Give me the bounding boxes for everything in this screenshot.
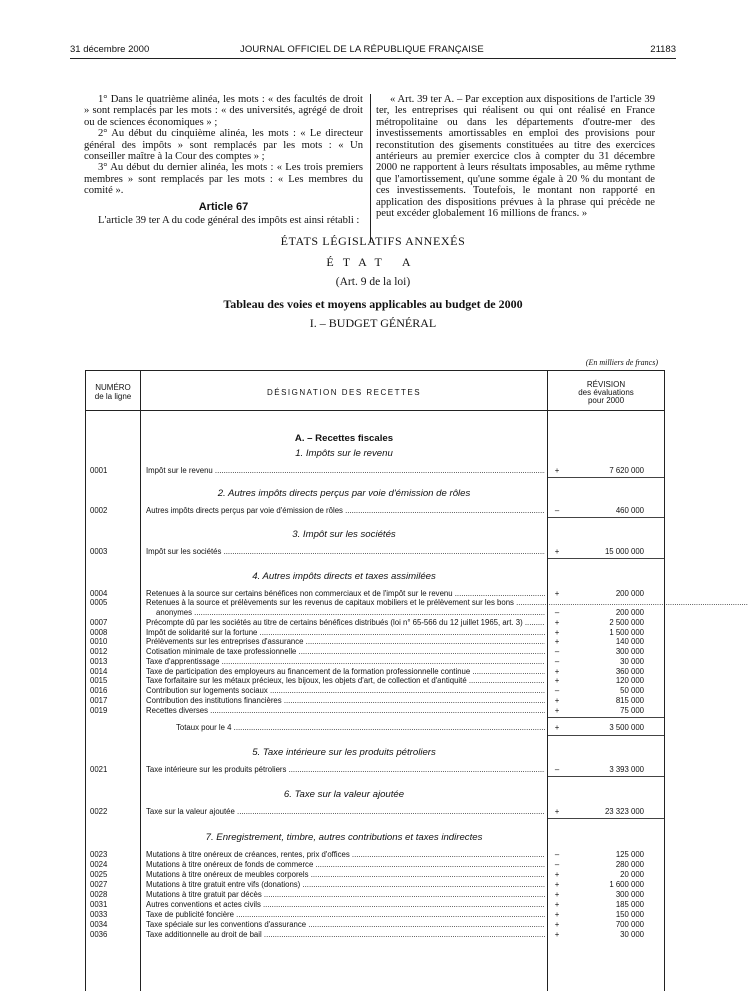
table-row: [86, 547, 664, 556]
row-value: 75 000: [620, 706, 644, 715]
row-label: Impôt sur le revenu .....: [146, 466, 545, 475]
paragraph: 2° Au début du cinquième alinéa, les mots : « Le directeur général des impôts » sont remplacés par les mots : « Un conseiller maître à la Cour des comptes » ;: [84, 128, 363, 163]
header-text: RÉVISION: [586, 380, 626, 389]
header-designation: DÉSIGNATION DES RECETTES: [266, 388, 422, 397]
header-text: pour 2000: [587, 396, 625, 405]
row-sign: –: [554, 860, 560, 869]
line-number: 0034: [90, 920, 108, 929]
row-value: 200 000: [615, 608, 644, 617]
line-number: 0001: [90, 466, 108, 475]
row-value: 30 000: [620, 657, 644, 666]
row-rule: [548, 517, 664, 518]
row-sign: +: [554, 637, 560, 646]
table-row: [86, 860, 664, 869]
row-rule: [548, 558, 664, 559]
table-row: [86, 706, 664, 715]
table-row: [86, 466, 664, 475]
state-a-title: ÉTAT A: [326, 255, 420, 269]
row-sign: –: [554, 765, 560, 774]
row-label: Totaux pour le 4 .....: [176, 723, 545, 732]
line-number: 0017: [90, 696, 108, 705]
table-row: [86, 890, 664, 899]
line-number: 0025: [90, 870, 108, 879]
row-label: Taxe spéciale sur les conventions d'assurance .....: [146, 920, 545, 929]
budget-table: [85, 370, 665, 991]
table-row: [86, 589, 664, 598]
table-row: [86, 880, 664, 889]
row-sign: +: [554, 890, 560, 899]
row-label: Mutations à titre gratuit entre vifs (donations) .....: [146, 880, 545, 889]
table-row: [86, 676, 664, 685]
header-page-number: 21183: [650, 44, 676, 55]
row-value: 30 000: [620, 930, 644, 939]
row-label: Taxe intérieure sur les produits pétroliers .....: [146, 765, 545, 774]
section-heading: A. – Recettes fiscales: [294, 433, 394, 444]
row-value: 200 000: [615, 589, 644, 598]
row-label: Mutations à titre onéreux de fonds de commerce .....: [146, 860, 545, 869]
row-label: Taxe d'apprentissage .....: [146, 657, 545, 666]
line-number: 0002: [90, 506, 108, 515]
header-text: des évaluations: [578, 388, 634, 397]
row-sign: +: [554, 696, 560, 705]
line-number: 0004: [90, 589, 108, 598]
row-sign: –: [554, 506, 560, 515]
row-sign: –: [554, 686, 560, 695]
row-label: Prélèvements sur les entreprises d'assurance .....: [146, 637, 545, 646]
row-label: Taxe sur la valeur ajoutée .....: [146, 807, 545, 816]
table-row: [86, 807, 664, 816]
header-date: 31 décembre 2000: [70, 44, 150, 55]
row-sign: –: [554, 657, 560, 666]
table-row: [86, 628, 664, 637]
table-title: Tableau des voies et moyens applicables au budget de 2000: [223, 297, 523, 311]
section-heading: 1. Impôts sur le revenu: [295, 448, 393, 459]
unit-note: (En milliers de francs): [585, 358, 658, 367]
line-number: 0033: [90, 910, 108, 919]
row-sign: +: [554, 466, 560, 475]
paragraph: 1° Dans le quatrième alinéa, les mots : « des facultés de droit » sont remplacés par les mots : « des universités, agrégé de droit ou de sciences économiques » ;: [84, 94, 363, 128]
table-row: [86, 657, 664, 666]
row-value: 1 500 000: [609, 628, 644, 637]
row-rule: [548, 776, 664, 777]
row-sign: +: [554, 920, 560, 929]
line-number: 0014: [90, 667, 108, 676]
row-label: Taxe de participation des employeurs au financement de la formation professionnelle continue .....: [146, 667, 545, 676]
row-sign: –: [554, 850, 560, 859]
row-label: Retenues à la source et prélèvements sur les revenus de capitaux mobiliers et le prélèvement sur les bons .....: [146, 598, 545, 607]
article-title: Article 67: [198, 200, 249, 213]
table-row: [86, 686, 664, 695]
section-heading: 5. Taxe intérieure sur les produits pétroliers: [252, 747, 436, 758]
table-row: [86, 637, 664, 646]
row-value: 815 000: [615, 696, 644, 705]
row-sign: +: [554, 706, 560, 715]
row-sign: +: [554, 900, 560, 909]
row-value: 3 500 000: [609, 723, 644, 732]
table-header: [86, 371, 664, 411]
line-number: 0008: [90, 628, 108, 637]
row-value: 3 393 000: [609, 765, 644, 774]
row-value: 280 000: [615, 860, 644, 869]
row-sign: +: [554, 870, 560, 879]
paragraph: L'article 39 ter A du code général des impôts est ainsi rétabli :: [98, 215, 360, 227]
row-value: 20 000: [620, 870, 644, 879]
row-value: 1 600 000: [609, 880, 644, 889]
table-row: [86, 930, 664, 939]
row-label: Mutations à titre gratuit par décès .....: [146, 890, 545, 899]
table-row: [86, 850, 664, 859]
row-value: 300 000: [615, 890, 644, 899]
table-row: [86, 598, 664, 607]
table-row: [86, 900, 664, 909]
row-sign: –: [554, 647, 560, 656]
row-sign: +: [554, 547, 560, 556]
header-text: de la ligne: [94, 392, 132, 401]
row-label: Autres impôts directs perçus par voie d'émission de rôles .....: [146, 506, 545, 515]
left-column: [84, 94, 363, 226]
row-value: 23 323 000: [604, 807, 644, 816]
column-divider: [370, 94, 371, 242]
row-value: 2 500 000: [609, 618, 644, 627]
line-number: 0003: [90, 547, 108, 556]
paragraph: « Art. 39 ter A. – Par exception aux dispositions de l'article 39 ter, les entreprises qui réalisent ou qui ont réalisé en France métropolitaine ou dans les départements d'outre-mer des investissements amortissables en emploi des provisions pour reconstitution des gisements constituées au titre des exercices antérieurs au premier exercice clos à compter du 31 décembre 2000 ne rapportent à leurs résultats imposables, au même rythme que l'amortissement, qu'une somme égale à 20 % du montant de ces investissements. Toutefois, le montant non rapporté en application des dispositions prévues à la phrase qui précède ne peut excéder globalement 16 millions de francs. »: [376, 94, 655, 220]
row-label: Impôt de solidarité sur la fortune .....: [146, 628, 545, 637]
row-value: 700 000: [615, 920, 644, 929]
row-sign: –: [554, 608, 560, 617]
row-rule: [548, 818, 664, 819]
table-row: [86, 870, 664, 879]
row-value: 140 000: [615, 637, 644, 646]
row-label: Impôt sur les sociétés .....: [146, 547, 545, 556]
article-reference: (Art. 9 de la loi): [335, 276, 411, 288]
line-number: 0031: [90, 900, 108, 909]
page-header: [70, 44, 676, 59]
row-label: Mutations à titre onéreux de meubles corporels .....: [146, 870, 545, 879]
section-heading: 4. Autres impôts directs et taxes assimilées: [252, 571, 436, 582]
row-value: 150 000: [615, 910, 644, 919]
row-sign: +: [554, 930, 560, 939]
line-number: 0007: [90, 618, 108, 627]
section-heading: 2. Autres impôts directs perçus par voie d'émission de rôles: [217, 488, 471, 499]
row-rule: [548, 477, 664, 478]
row-value: 460 000: [615, 506, 644, 515]
line-number: 0012: [90, 647, 108, 656]
header-journal-title: JOURNAL OFFICIEL DE LA RÉPUBLIQUE FRANÇAISE: [240, 44, 484, 55]
row-sign: +: [554, 618, 560, 627]
table-row: [86, 920, 664, 929]
row-value: 50 000: [620, 686, 644, 695]
table-row: [86, 765, 664, 774]
table-row: [86, 667, 664, 676]
line-number: 0028: [90, 890, 108, 899]
row-value: 15 000 000: [604, 547, 644, 556]
header-line-number: [86, 383, 140, 401]
total-row: [86, 723, 664, 732]
row-label: Recettes diverses .....: [146, 706, 545, 715]
table-row: [86, 696, 664, 705]
table-row: [86, 647, 664, 656]
text-columns: [84, 94, 668, 240]
row-sign: +: [554, 676, 560, 685]
paragraph: 3° Au début du dernier alinéa, les mots : « Les trois premiers membres » sont remplacés par les mots : « Les membres du comité ».: [84, 162, 363, 197]
right-column: [376, 94, 655, 219]
section-heading: 6. Taxe sur la valeur ajoutée: [283, 789, 405, 800]
row-label: Taxe de publicité foncière .....: [146, 910, 545, 919]
row-value: 300 000: [615, 647, 644, 656]
row-sign: +: [554, 628, 560, 637]
table-row: [86, 910, 664, 919]
line-number: 0027: [90, 880, 108, 889]
row-rule: [548, 735, 664, 736]
table-row: [86, 506, 664, 515]
table-row: [86, 608, 664, 617]
table-row: [86, 618, 664, 627]
line-number: 0022: [90, 807, 108, 816]
row-sign: +: [554, 910, 560, 919]
row-label: Taxe forfaitaire sur les métaux précieux, les bijoux, les objets d'art, de collection et d'antiquité .....: [146, 676, 545, 685]
section-heading: 7. Enregistrement, timbre, autres contributions et taxes indirectes: [205, 832, 483, 843]
states-title: ÉTATS LÉGISLATIFS ANNEXÉS: [280, 234, 466, 248]
row-sign: +: [554, 723, 560, 732]
row-value: 120 000: [615, 676, 644, 685]
row-value: 360 000: [615, 667, 644, 676]
row-value: 7 620 000: [609, 466, 644, 475]
line-number: 0021: [90, 765, 108, 774]
row-label: Contribution sur logements sociaux .....: [146, 686, 545, 695]
row-label: Contribution des institutions financières .....: [146, 696, 545, 705]
line-number: 0005: [90, 598, 108, 607]
line-number: 0024: [90, 860, 108, 869]
row-label: anonymes .....: [156, 608, 545, 617]
section-heading: 3. Impôt sur les sociétés: [292, 529, 396, 540]
line-number: 0013: [90, 657, 108, 666]
row-label: Mutations à titre onéreux de créances, rentes, prix d'offices .....: [146, 850, 545, 859]
row-sign: +: [554, 807, 560, 816]
row-label: Autres conventions et actes civils .....: [146, 900, 545, 909]
header-text: NUMÉRO: [95, 383, 131, 392]
row-sign: +: [554, 667, 560, 676]
line-number: 0016: [90, 686, 108, 695]
row-sign: +: [554, 880, 560, 889]
row-label: Taxe additionnelle au droit de bail .....: [146, 930, 545, 939]
line-number: 0019: [90, 706, 108, 715]
row-label: Cotisation minimale de taxe professionnelle .....: [146, 647, 545, 656]
line-number: 0023: [90, 850, 108, 859]
row-label: Retenues à la source sur certains bénéfices non commerciaux et de l'impôt sur le revenu .....: [146, 589, 545, 598]
budget-title: I. – BUDGET GÉNÉRAL: [309, 316, 437, 330]
row-value: 185 000: [615, 900, 644, 909]
row-value: 125 000: [615, 850, 644, 859]
line-number: 0010: [90, 637, 108, 646]
line-number: 0015: [90, 676, 108, 685]
row-sign: +: [554, 589, 560, 598]
row-label: Précompte dû par les sociétés au titre de certains bénéfices distribués (loi n° 65-566 du 12 juillet 1965, art. 3) .....: [146, 618, 545, 627]
row-rule: [548, 717, 664, 718]
line-number: 0036: [90, 930, 108, 939]
header-revision: [548, 381, 664, 405]
